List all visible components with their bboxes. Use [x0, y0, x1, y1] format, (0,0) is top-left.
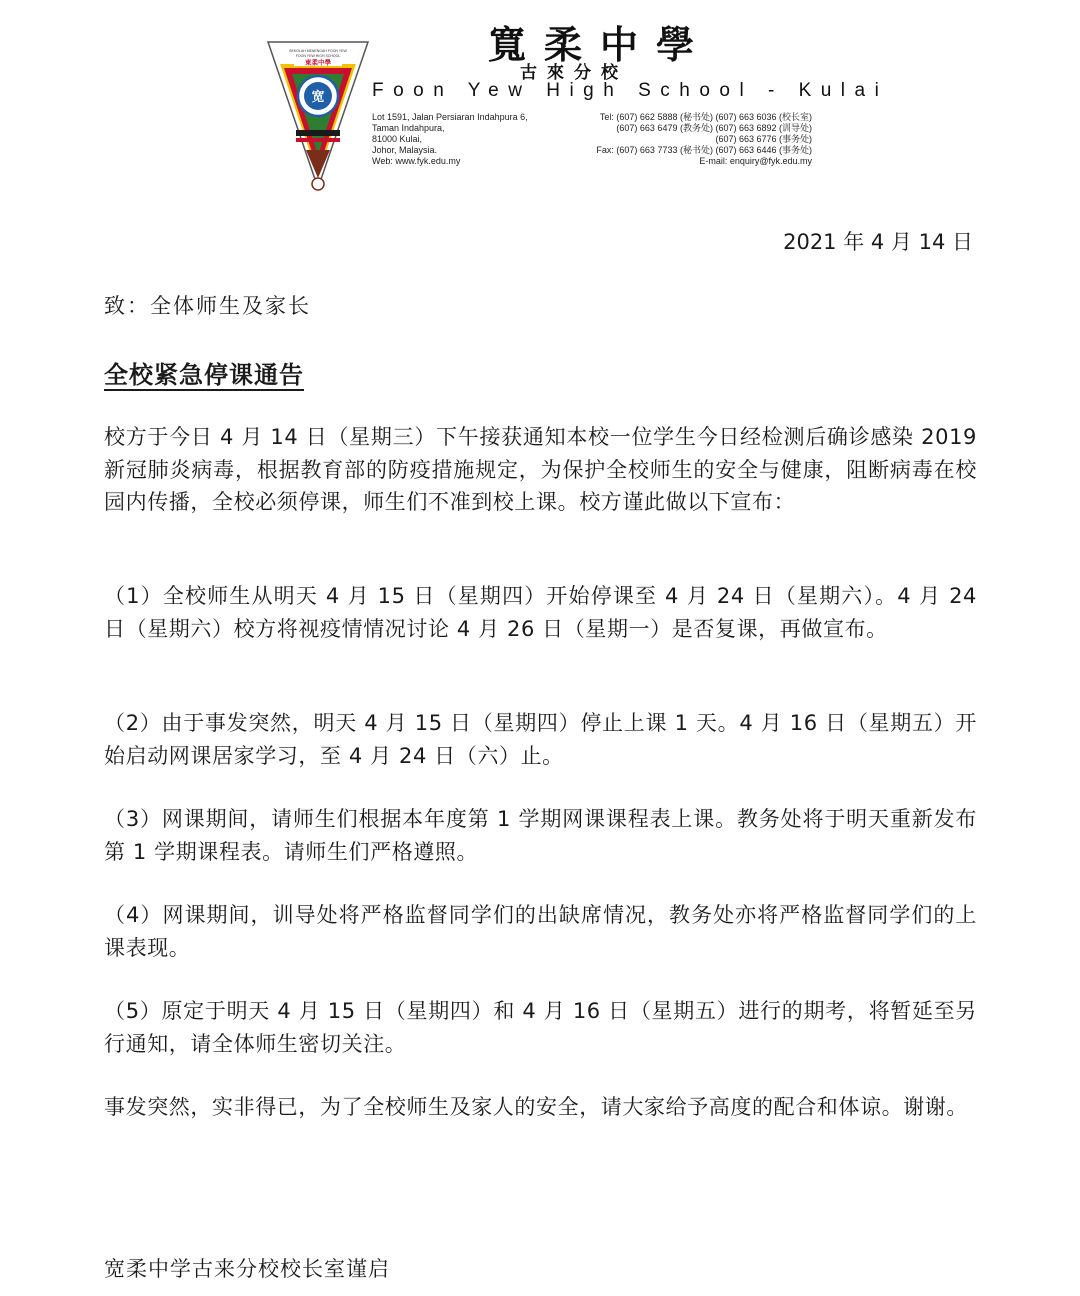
logo-text: 東柔中學 — [305, 58, 331, 67]
svg-text:SEKOLAH MENENGAH FOON YEW: SEKOLAH MENENGAH FOON YEW — [289, 49, 347, 53]
school-address — [372, 112, 528, 167]
address-line: 81000 Kulai, — [372, 134, 423, 144]
address-line: Taman Indahpura, — [372, 123, 445, 133]
school-contacts — [555, 112, 812, 167]
recipient: 致：全体师生及家长 — [104, 294, 311, 318]
letter-date: 2021 年 4 月 14 日 — [783, 230, 973, 254]
svg-text:FOON YEW HIGH SCHOOL: FOON YEW HIGH SCHOOL — [295, 54, 341, 58]
notice-item-4: （4）网课期间，训导处将严格监督同学们的出缺席情况，教务处亦将严格监督同学们的上课表现。 — [104, 903, 977, 960]
website: Web: www.fyk.edu.my — [372, 156, 461, 166]
branch-name-cn: 古來分校 — [520, 63, 628, 83]
notice-item-5: （5）原定于明天 4 月 15 日（星期四）和 4 月 16 日（星期五）进行的期考，将暂延至另行通知，请全体师生密切关注。 — [104, 999, 977, 1056]
school-name-cn: 寬柔中學 — [488, 22, 713, 67]
school-name-en: Foon Yew High School - Kulai — [372, 80, 889, 101]
notice-item-3: （3）网课期间，请师生们根据本年度第 1 学期网课课程表上课。教务处将于明天重新发布第 1 学期课程表。请师生们严格遵照。 — [104, 807, 977, 864]
contact-line: (607) 663 6776 (事务处) — [715, 134, 812, 144]
school-logo — [266, 38, 370, 198]
address-line: Johor, Malaysia. — [372, 145, 438, 155]
intro-paragraph: 校方于今日 4 月 14 日（星期三）下午接获通知本校一位学生今日经检测后确诊感染 2019 新冠肺炎病毒，根据教育部的防疫措施规定，为保护全校师生的安全与健康，阻断病毒在校园内传播，全校必须停课，师生们不准到校上课。校方谨此做以下宣布： — [104, 425, 977, 514]
contact-line: Tel: (607) 662 5888 (秘书处) (607) 663 6036 (校长室) — [599, 112, 812, 122]
contact-line: (607) 663 6479 (教务处) (607) 663 6892 (训导处) — [616, 123, 812, 133]
contact-line: Fax: (607) 663 7733 (秘书处) (607) 663 6446 (事务处) — [596, 145, 812, 155]
notice-heading: 全校紧急停课通告 — [104, 361, 304, 389]
closing-paragraph: 事发突然，实非得已，为了全校师生及家人的安全，请大家给予高度的配合和体谅。谢谢。 — [104, 1095, 968, 1119]
signoff: 宽柔中学古来分校校长室谨启 — [104, 1257, 390, 1281]
notice-item-1: （1）全校师生从明天 4 月 15 日（星期四）开始停课至 4 月 24 日（星期六）。4 月 24 日（星期六）校方将视疫情情况讨论 4 月 26 日（星期一）是否复课，再做宣布。 — [104, 584, 977, 641]
email: E-mail: enquiry@fyk.edu.my — [699, 156, 812, 166]
svg-text:宽: 宽 — [311, 90, 325, 105]
letterhead — [0, 0, 1080, 200]
notice-item-2: （2）由于事发突然，明天 4 月 15 日（星期四）停止上课 1 天。4 月 16 日（星期五）开始启动网课居家学习，至 4 月 24 日（六）止。 — [104, 711, 977, 768]
address-line: Lot 1591, Jalan Persiaran Indahpura 6, — [372, 112, 528, 122]
